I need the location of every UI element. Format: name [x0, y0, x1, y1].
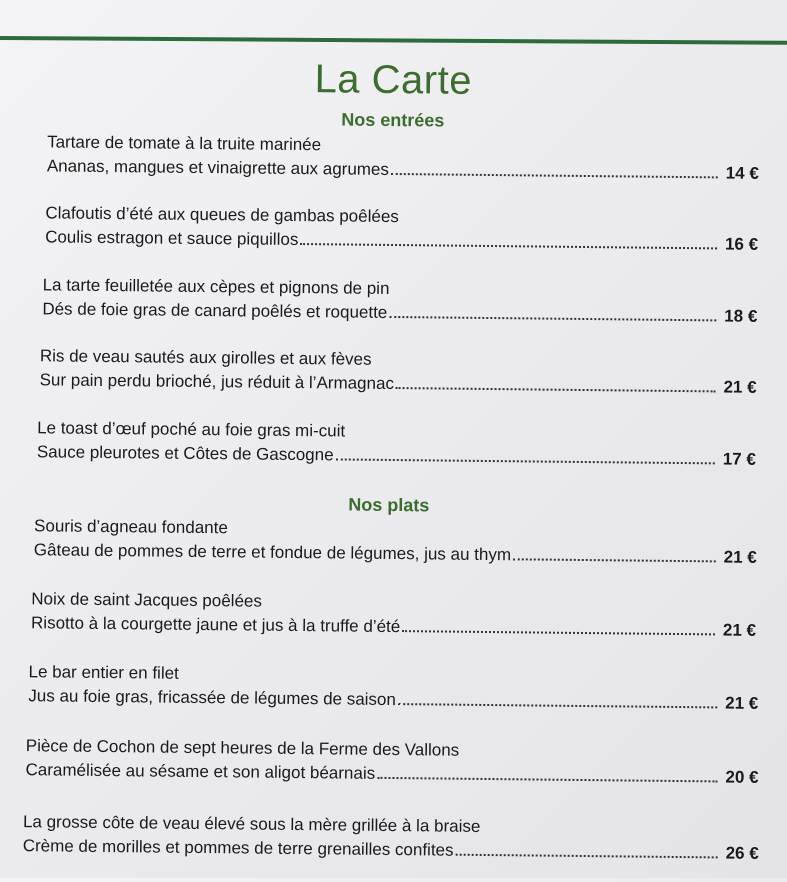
dot-leader: [391, 173, 718, 178]
dish-description: Coulis estragon et sauce piquillos: [45, 227, 299, 249]
dish-description: Sauce pleurotes et Côtes de Gascogne: [36, 442, 334, 465]
dish-description: Dés de foie gras de canard poêlés et roquette: [42, 299, 388, 322]
menu-item: [31, 587, 756, 643]
menu-item: [47, 130, 759, 185]
dish-price: 20 €: [725, 767, 759, 787]
dish-price: 18 €: [724, 306, 758, 326]
dot-leader: [300, 243, 717, 249]
menu-item: [45, 201, 758, 256]
dish-price: 17 €: [722, 449, 756, 469]
dish-name: Ris de veau sautés aux girolles et aux fèves: [39, 346, 372, 369]
menu-item: [23, 810, 759, 866]
dish-name: Tartare de tomate à la truite marinée: [47, 132, 322, 155]
menu-item: [42, 273, 757, 328]
dish-name: Pièce de Cochon de sept heures de la Ferme des Vallons: [25, 736, 460, 760]
dot-leader: [402, 630, 715, 635]
dish-description: Crème de morilles et pommes de terre grenailles confites: [22, 836, 454, 860]
dish-price: 21 €: [722, 620, 757, 640]
menu-item: [25, 734, 758, 790]
menu-item: [37, 416, 756, 472]
dish-description: Caramélisée au sésame et son aligot béarnais: [25, 760, 376, 783]
dot-leader: [377, 777, 717, 783]
dish-description: Ananas, mangues et vinaigrette aux agrumes: [46, 156, 390, 179]
dot-leader: [336, 458, 715, 464]
menu-item: [28, 660, 758, 716]
dish-price: 16 €: [724, 234, 759, 254]
dot-leader: [513, 558, 716, 562]
dish-description: Sur pain perdu brioché, jus réduit à l’Armagnac: [39, 370, 395, 394]
dish-description: Risotto à la courgette jaune et jus à la truffe d’été: [30, 613, 401, 637]
dish-price: 21 €: [723, 377, 757, 397]
dish-description: Jus au foie gras, fricassée de légumes de saison: [28, 686, 396, 710]
menu-item: [40, 344, 757, 400]
menu-title: La Carte: [314, 57, 473, 103]
dot-leader: [398, 703, 717, 708]
dish-name: Souris d’agneau fondante: [34, 516, 228, 538]
dish-price: 21 €: [725, 693, 759, 713]
dish-name: Le bar entier en filet: [28, 662, 179, 683]
dish-name: Le toast d’œuf poché au foie gras mi-cuit: [37, 418, 346, 441]
section-heading-entrees: Nos entrées: [341, 109, 445, 131]
dish-name: La tarte feuilletée aux cèpes et pignons de pin: [42, 275, 390, 298]
dish-price: 26 €: [725, 843, 759, 863]
menu-item: [34, 514, 757, 570]
dish-name: La grosse côte de veau élevé sous la mère grillée à la braise: [22, 812, 481, 836]
dish-name: Noix de saint Jacques poêlées: [31, 589, 263, 611]
dish-description: Gâteau de pommes de terre et fondue de légumes, jus au thym: [33, 540, 512, 565]
dot-leader: [396, 387, 716, 392]
dot-leader: [389, 316, 716, 321]
dish-price: 21 €: [723, 547, 757, 567]
section-heading-plats: Nos plats: [348, 494, 430, 516]
dish-name: Clafoutis d’été aux queues de gambas poêlées: [45, 203, 399, 227]
dot-leader: [456, 854, 718, 859]
dish-price: 14 €: [725, 163, 759, 183]
